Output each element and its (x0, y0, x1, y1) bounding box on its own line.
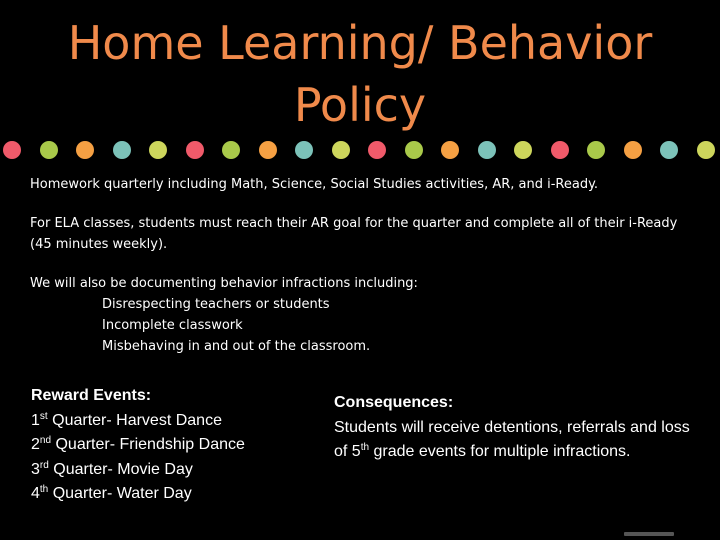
infraction-item: Disrespecting teachers or students (102, 297, 330, 312)
divider-dot (587, 141, 605, 159)
slide-title (0, 12, 720, 136)
divider-dot (40, 141, 58, 159)
divider-dot (624, 141, 642, 159)
title-line-1: Home Learning/ Behavior (67, 16, 653, 70)
homework-paragraph: Homework quarterly including Math, Science, Social Studies activities, AR, and i-Ready. (30, 177, 599, 192)
dotted-divider (0, 138, 720, 162)
behavior-paragraph (30, 273, 700, 357)
divider-dot (405, 141, 423, 159)
divider-dot (551, 141, 569, 159)
divider-dot (149, 141, 167, 159)
divider-dot (76, 141, 94, 159)
divider-dot (478, 141, 496, 159)
divider-dot (186, 141, 204, 159)
reward-item: 3rd Quarter- Movie Day (31, 459, 193, 478)
title-line-2: Policy (293, 78, 427, 132)
divider-dot (660, 141, 678, 159)
divider-dot (222, 141, 240, 159)
reward-events (31, 384, 321, 507)
consequences (334, 391, 694, 465)
divider-dot (259, 141, 277, 159)
divider-dot (3, 141, 21, 159)
divider-dot (113, 141, 131, 159)
consequences-text: Students will receive detentions, referrals and loss of 5th grade events for multiple infractions. (334, 418, 690, 460)
reward-item: 2nd Quarter- Friendship Dance (31, 435, 245, 453)
reward-item: 1st Quarter- Harvest Dance (31, 410, 222, 429)
ela-paragraph: For ELA classes, students must reach their AR goal for the quarter and complete all of their i-Ready (45 minutes weekly). (30, 216, 678, 252)
reward-heading: Reward Events: (31, 387, 152, 404)
consequences-heading: Consequences: (334, 394, 454, 411)
infraction-item: Incomplete classwork (102, 318, 243, 333)
policy-body (30, 174, 700, 375)
divider-dot (514, 141, 532, 159)
divider-dot (441, 141, 459, 159)
divider-dot (295, 141, 313, 159)
divider-dot (332, 141, 350, 159)
behavior-intro: We will also be documenting behavior infractions including: (30, 276, 418, 291)
footer-mark (624, 532, 674, 536)
infraction-item: Misbehaving in and out of the classroom. (102, 339, 371, 354)
divider-dot (368, 141, 386, 159)
reward-item: 4th Quarter- Water Day (31, 484, 192, 502)
divider-dot (697, 141, 715, 159)
